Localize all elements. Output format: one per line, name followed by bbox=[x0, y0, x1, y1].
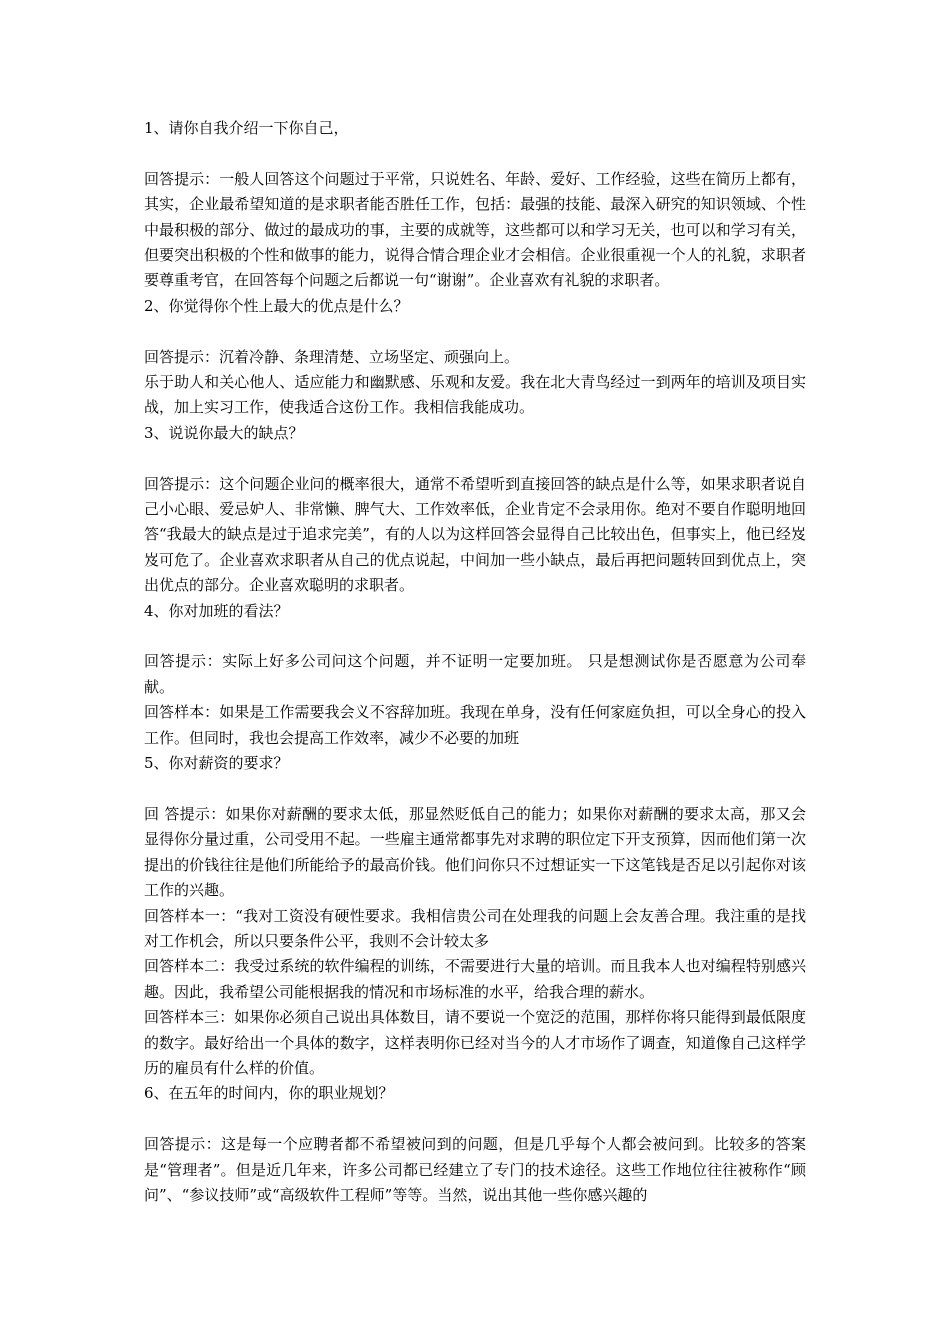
answer-hint-1: 回答提示：一般人回答这个问题过于平常，只说姓名、年龄、爱好、工作经验，这些在简历上都有，其实，企业最希望知道的是求职者能否胜任工作，包括：最强的技能、最深入研究的知识领域、个性中最积极的部分、做过的最成功的事，主要的成就等，这些都可以和学习无关，也可以和学习有关，但要突出积极的个性和做事的能力，说得合情合理企业才会相信。企业很重视一个人的礼貌，求职者要尊重考官，在回答每个问题之后都说一句“谢谢”。企业喜欢有礼貌的求职者。 bbox=[144, 169, 806, 290]
question-4: 4、你对加班的看法？ bbox=[144, 601, 289, 620]
answer-hint-6: 回答提示：这是每一个应聘者都不希望被问到的问题，但是几乎每个人都会被问到。比较多的答案是“管理者”。但是近几年来，许多公司都已经建立了专门的技术途径。这些工作地位往往被称作“顾问”、“参议技师”或“高级软件工程师”等等。当然，说出其他一些你感兴趣的 bbox=[144, 1135, 806, 1204]
answer-sample-5-2: 回答样本二：我受过系统的软件编程的训练，不需要进行大量的培训。而且我本人也对编程特别感兴趣。因此，我希望公司能根据我的情况和市场标准的水平，给我合理的薪水。 bbox=[144, 957, 806, 1001]
answer-hint-4: 回答提示：实际上好多公司问这个问题，并不证明一定要加班。 只是想测试你是否愿意为公司奉献。 bbox=[144, 652, 806, 696]
question-6: 6、在五年的时间内，你的职业规划？ bbox=[144, 1084, 394, 1103]
answer-hint-5: 回 答提示：如果你对薪酬的要求太低，那显然贬低自己的能力；如果你对薪酬的要求太高，那又会显得你分量过重，公司受用不起。一些雇主通常都事先对求聘的职位定下开支预算，因而他们第一次提出的价钱往往是他们所能给予的最高价钱。他们问你只不过想证实一下这笔钱是否足以引起你对该工作的兴趣。 bbox=[144, 804, 806, 900]
question-2: 2、你觉得你个性上最大的优点是什么？ bbox=[144, 296, 409, 315]
paragraph-gap bbox=[144, 446, 806, 471]
answer-hint-3: 回答提示：这个问题企业问的概率很大，通常不希望听到直接回答的缺点是什么等，如果求职者说自己小心眼、爱忌妒人、非常懒、脾气大、工作效率低，企业肯定不会录用你。绝对不要自作聪明地回答“我最大的缺点是过于追求完美”，有的人以为这样回答会显得自己比较出色，但事实上，他已经岌岌可危了。企业喜欢求职者从自己的优点说起，中间加一些小缺点，最后再把问题转回到优点上，突出优点的部分。企业喜欢聪明的求职者。 bbox=[144, 474, 806, 595]
paragraph-gap bbox=[144, 1107, 806, 1132]
paragraph-gap bbox=[144, 141, 806, 166]
question-5: 5、你对薪资的要求？ bbox=[144, 754, 289, 773]
answer-sample-5-1: 回答样本一：“我对工资没有硬性要求。我相信贵公司在处理我的问题上会友善合理。我注重的是找对工作机会，所以只要条件公平，我则不会计较太多 bbox=[144, 906, 806, 950]
document-page bbox=[144, 116, 806, 1208]
paragraph-gap bbox=[144, 777, 806, 802]
answer-hint-2-continued: 乐于助人和关心他人、适应能力和幽默感、乐观和友爱。我在北大青鸟经过一到两年的培训及项目实战，加上实习工作，使我适合这份工作。我相信我能成功。 bbox=[144, 373, 806, 417]
answer-sample-4: 回答样本：如果是工作需要我会义不容辞加班。我现在单身，没有任何家庭负担，可以全身心的投入工作。但同时，我也会提高工作效率，减少不必要的加班 bbox=[144, 703, 806, 747]
answer-hint-2: 回答提示：沉着冷静、条理清楚、立场坚定、顽强向上。 bbox=[144, 347, 520, 366]
answer-sample-5-3: 回答样本三：如果你必须自己说出具体数目，请不要说一个宽泛的范围，那样你将只能得到最低限度的数字。最好给出一个具体的数字，这样表明你已经对当今的人才市场作了调查，知道像自己这样学历的雇员有什么样的价值。 bbox=[144, 1008, 806, 1077]
question-3: 3、说说你最大的缺点？ bbox=[144, 423, 304, 442]
paragraph-gap bbox=[144, 624, 806, 649]
question-1: 1、请你自我介绍一下你自己， bbox=[144, 119, 349, 137]
paragraph-gap bbox=[144, 319, 806, 344]
